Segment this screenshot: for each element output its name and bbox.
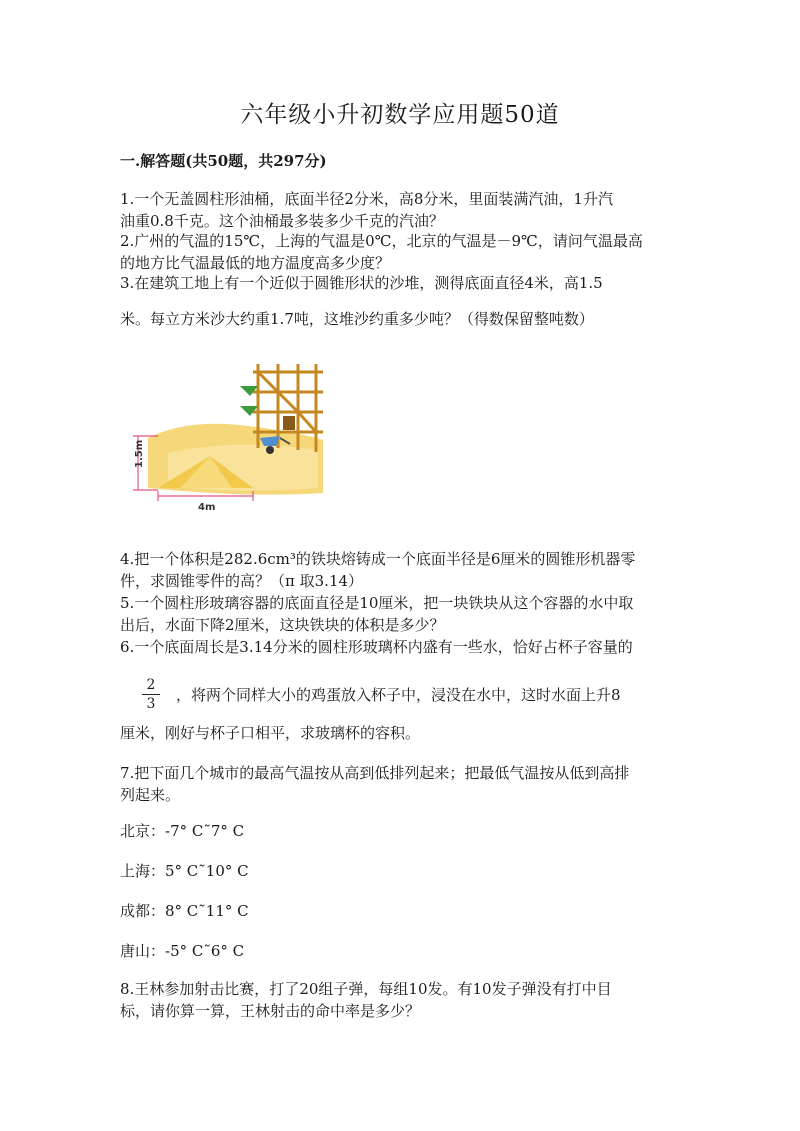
question-8 xyxy=(120,978,680,1022)
city-beijing: 北京：-7° C˜7° C xyxy=(120,822,245,840)
question-8-line-1: 8.王林参加射击比赛，打了20组子弹，每组10发。有10发子弹没有打中目 xyxy=(120,980,612,998)
fraction-two-thirds xyxy=(140,676,162,713)
question-1-line-2: 油重0.8千克。这个油桶最多装多少千克的汽油？ xyxy=(120,212,444,230)
height-label: 1.5m xyxy=(134,439,145,468)
question-3-line-2: 米。每立方米沙大约重1.7吨，这堆沙约重多少吨？（得数保留整吨数） xyxy=(120,310,594,328)
question-1-line-1: 1.一个无盖圆柱形油桶，底面半径2分米，高8分米，里面装满汽油，1升汽 xyxy=(120,190,613,208)
question-2-line-1: 2.广州的气温的15℃，上海的气温是0℃，北京的气温是－9℃，请问气温最高 xyxy=(120,232,643,250)
question-5 xyxy=(120,592,680,636)
fraction-numerator: 2 xyxy=(146,677,156,693)
question-4-line-2: 件，求圆锥零件的高？（π 取3.14） xyxy=(120,572,364,590)
question-8-line-2: 标，请你算一算，王林射击的命中率是多少？ xyxy=(120,1002,421,1020)
question-5-line-2: 出后，水面下降2厘米，这块铁块的体积是多少？ xyxy=(120,616,445,634)
question-7-line-1: 7.把下面几个城市的最高气温按从高到低排列起来；把最低气温按从低到高排 xyxy=(120,764,630,782)
question-2 xyxy=(120,230,680,274)
city-tangshan: 唐山：-5° C˜6° C xyxy=(120,942,245,960)
question-3-line-1: 3.在建筑工地上有一个近似于圆锥形状的沙堆，测得底面直径4米，高1.5 xyxy=(120,274,603,292)
question-6-line-1: 6.一个底面周长是3.14分米的圆柱形玻璃杯内盛有一些水，恰好占杯子容量的 xyxy=(120,638,633,656)
question-2-line-2: 的地方比气温最低的地方温度高多少度？ xyxy=(120,254,391,272)
width-label: 4m xyxy=(198,502,216,513)
section-heading: 一.解答题(共50题，共297分) xyxy=(120,152,327,170)
question-4 xyxy=(120,548,680,592)
city-shanghai: 上海：5° C˜10° C xyxy=(120,862,249,880)
question-1 xyxy=(120,188,680,232)
fraction-denominator: 3 xyxy=(146,696,156,712)
question-6-line-3: 厘米，刚好与杯子口相平，求玻璃杯的容积。 xyxy=(120,724,421,742)
question-6-line-2: ，将两个同样大小的鸡蛋放入杯子中，浸没在水中，这时水面上升8 xyxy=(176,686,621,704)
city-chengdu: 成都：8° C˜11° C xyxy=(120,902,249,920)
question-4-line-1: 4.把一个体积是282.6cm³的铁块熔铸成一个底面半径是6厘米的圆锥形机器零 xyxy=(120,550,636,568)
page-title: 六年级小升初数学应用题50道 xyxy=(240,102,560,128)
question-5-line-1: 5.一个圆柱形玻璃容器的底面直径是10厘米，把一块铁块从这个容器的水中取 xyxy=(120,594,634,612)
sand-pile-illustration xyxy=(128,358,328,518)
question-7 xyxy=(120,762,680,806)
question-7-line-2: 列起来。 xyxy=(120,786,181,804)
